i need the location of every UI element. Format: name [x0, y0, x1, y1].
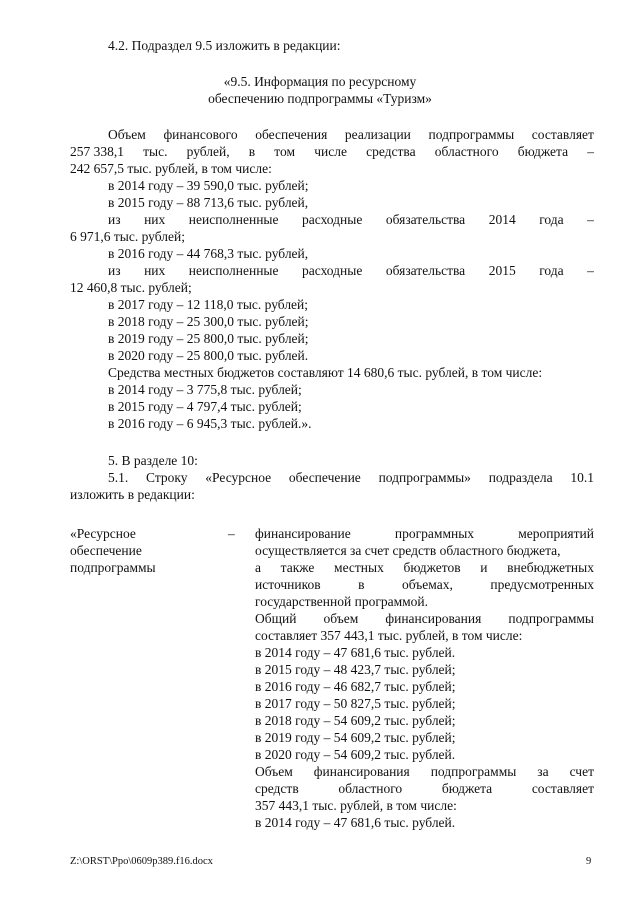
- amendment-5-1-line-2: изложить в редакции:: [70, 487, 195, 502]
- para1-local-2015: в 2015 году – 4 797,4 тыс. рублей;: [108, 399, 302, 414]
- word: Объем: [255, 764, 293, 779]
- word: бюджетов: [403, 560, 461, 575]
- word: подпрограммы: [430, 764, 517, 779]
- table-left-line-3: подпрограммы: [70, 560, 156, 575]
- word: счет: [569, 764, 594, 779]
- word: средства: [366, 144, 416, 159]
- para1-unfulfilled-2015-line-1: [108, 262, 594, 279]
- word: из: [108, 263, 121, 278]
- word: финансирование: [255, 526, 351, 541]
- word: обеспечения: [255, 127, 328, 142]
- word: –: [587, 144, 594, 159]
- amendment-4-2: 4.2. Подраздел 9.5 изложить в редакции:: [108, 38, 341, 53]
- table-right-line-4: [255, 576, 594, 593]
- word: предусмотренных: [490, 577, 594, 592]
- word: мероприятий: [518, 526, 594, 541]
- para1-local-budgets: Средства местных бюджетов составляют 14 680,6 тыс. рублей, в том числе:: [108, 365, 543, 380]
- word: числе: [314, 144, 347, 159]
- word: финансового: [163, 127, 238, 142]
- table-right-year-2015: в 2015 году – 48 423,7 тыс. рублей;: [255, 662, 456, 677]
- word: областного: [434, 144, 499, 159]
- word: за: [537, 764, 549, 779]
- para1-unfulfilled-2014-line-2: 6 971,6 тыс. рублей;: [70, 229, 185, 244]
- word: обеспечение: [288, 470, 361, 485]
- word: бюджета: [517, 144, 569, 159]
- table-left-dash: –: [228, 526, 235, 541]
- table-left-line-1: «Ресурсное: [70, 526, 136, 541]
- word: также: [280, 560, 315, 575]
- word: неисполненные: [188, 263, 279, 278]
- para1-line-2: [70, 143, 594, 160]
- table-right-line-2: осуществляется за счет средств областного бюджета,: [255, 543, 561, 558]
- word: Общий: [255, 611, 297, 626]
- amendment-5-1-line-1: [108, 469, 594, 486]
- word: них: [144, 263, 166, 278]
- word: года: [539, 212, 564, 227]
- word: и: [480, 560, 488, 575]
- table-right-line-6: [255, 610, 594, 627]
- word: рублей,: [186, 144, 230, 159]
- para1-line-3: 242 657,5 тыс. рублей, в том числе:: [70, 161, 272, 176]
- para1-year-2014: в 2014 году – 39 590,0 тыс. рублей;: [108, 178, 309, 193]
- table-right-year-2017: в 2017 году – 50 827,5 тыс. рублей;: [255, 696, 456, 711]
- word: подраздела: [488, 470, 553, 485]
- word: финансирования: [313, 764, 410, 779]
- amendment-5: 5. В разделе 10:: [108, 453, 198, 468]
- table-right-line-10: 357 443,1 тыс. рублей, в том числе:: [255, 798, 457, 813]
- table-right-year-2014: в 2014 году – 47 681,6 тыс. рублей.: [255, 645, 456, 660]
- table-right-line-7: составляет 357 443,1 тыс. рублей, в том числе:: [255, 628, 523, 643]
- word: объем: [323, 611, 359, 626]
- para1-line-1: [108, 126, 594, 143]
- word: объемах,: [402, 577, 453, 592]
- word: составляет: [531, 781, 594, 796]
- word: составляет: [531, 127, 594, 142]
- table-right-line-3: [255, 559, 594, 576]
- word: местных: [334, 560, 384, 575]
- para1-unfulfilled-2014-line-1: [108, 211, 594, 228]
- word: из: [108, 212, 121, 227]
- footer-page-number: 9: [586, 856, 592, 867]
- word: –: [587, 263, 594, 278]
- word: 257 338,1: [70, 144, 124, 159]
- word: подпрограммы: [508, 611, 594, 626]
- word: расходные: [302, 263, 363, 278]
- para1-year-2019: в 2019 году – 25 800,0 тыс. рублей;: [108, 331, 309, 346]
- table-right-year-2016: в 2016 году – 46 682,7 тыс. рублей;: [255, 679, 456, 694]
- word: обязательства: [385, 212, 466, 227]
- word: Строку: [146, 470, 188, 485]
- table-right-year-2020: в 2020 году – 54 609,2 тыс. рублей.: [255, 747, 456, 762]
- section-heading-line-1: «9.5. Информация по ресурсному: [223, 74, 417, 89]
- word: них: [144, 212, 166, 227]
- para1-year-2017: в 2017 году – 12 118,0 тыс. рублей;: [108, 297, 309, 312]
- word: 5.1.: [108, 470, 129, 485]
- word: в: [248, 144, 256, 159]
- word: том: [274, 144, 296, 159]
- word: –: [587, 212, 594, 227]
- para1-year-2020: в 2020 году – 25 800,0 тыс. рублей.: [108, 348, 309, 363]
- word: а: [255, 560, 261, 575]
- word: подпрограммы»: [378, 470, 471, 485]
- word: 2014: [488, 212, 516, 227]
- table-right-year-2018: в 2018 году – 54 609,2 тыс. рублей;: [255, 713, 456, 728]
- word: 2015: [488, 263, 516, 278]
- table-right-line-1: [255, 525, 594, 542]
- word: бюджета: [441, 781, 493, 796]
- para1-year-2018: в 2018 году – 25 300,0 тыс. рублей;: [108, 314, 309, 329]
- word: тыс.: [143, 144, 168, 159]
- table-right-year-2019: в 2019 году – 54 609,2 тыс. рублей;: [255, 730, 456, 745]
- table-right-line-9: [255, 780, 594, 797]
- word: 10.1: [570, 470, 594, 485]
- word: года: [539, 263, 564, 278]
- footer-file-path: Z:\ORST\Ppo\0609p389.f16.docx: [70, 856, 213, 867]
- word: реализации: [344, 127, 411, 142]
- section-heading-line-2: обеспечению подпрограммы «Туризм»: [208, 91, 432, 106]
- word: средств: [255, 781, 299, 796]
- word: областного: [338, 781, 403, 796]
- word: в: [358, 577, 365, 592]
- word: Объем: [108, 127, 146, 142]
- para1-year-2016: в 2016 году – 44 768,3 тыс. рублей,: [108, 246, 309, 261]
- word: расходные: [302, 212, 363, 227]
- table-right-line-5: государственной программой.: [255, 594, 429, 609]
- word: обязательства: [385, 263, 466, 278]
- table-right-line-11: в 2014 году – 47 681,6 тыс. рублей.: [255, 815, 456, 830]
- table-left-line-2: обеспечение: [70, 543, 142, 558]
- para1-unfulfilled-2015-line-2: 12 460,8 тыс. рублей;: [70, 280, 192, 295]
- word: неисполненные: [188, 212, 279, 227]
- para1-local-2014: в 2014 году – 3 775,8 тыс. рублей;: [108, 382, 302, 397]
- word: подпрограммы: [428, 127, 515, 142]
- para1-year-2015: в 2015 году – 88 713,6 тыс. рублей,: [108, 195, 309, 210]
- word: внебюджетных: [507, 560, 594, 575]
- word: финансирования: [385, 611, 482, 626]
- word: «Ресурсное: [205, 470, 272, 485]
- word: программных: [394, 526, 475, 541]
- table-right-line-8: [255, 763, 594, 780]
- para1-local-2016: в 2016 году – 6 945,3 тыс. рублей.».: [108, 416, 312, 431]
- word: источников: [255, 577, 321, 592]
